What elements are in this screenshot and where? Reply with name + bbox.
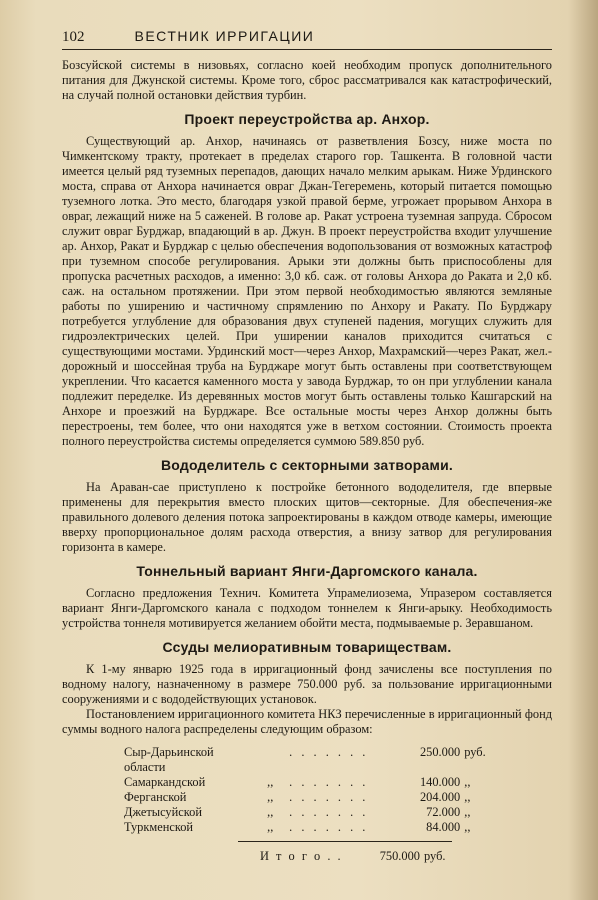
unit: ,, <box>464 775 471 789</box>
amount: 140.000 <box>419 775 461 789</box>
total-row <box>260 849 552 864</box>
leader-dots: . . . . . . . <box>289 820 369 834</box>
unit: ,, <box>464 820 471 834</box>
region-name: Ферганской <box>124 790 187 804</box>
leader-dots: . . . . . . . <box>289 775 369 789</box>
ditto-mark: ,, <box>267 820 274 834</box>
intro-paragraph: Бозсуйской системы в низовьях, согласно коей необходим пропуск дополнительного питания для Джунской системы. Кроме того, сброс рассматривался как катастрофический, на случай полной остановки действия турбин. <box>62 58 552 102</box>
leader-dots: . . . . . . . <box>289 745 369 759</box>
region-name: Самаркандской <box>124 775 206 789</box>
section-text-tunnel-variant: Согласно предложения Технич. Комитета Упрамелиозема, Упразером составляется вариант Янги-Даргомского канала с подходом тоннелем к Янги-арыку. Необходимость устройства тоннеля мотивируется желанием обойти места, подмываемые р. Зеравшаном. <box>62 586 552 630</box>
section-text-ankhor: Существующий ар. Анхор, начинаясь от разветвления Бозсу, ниже моста по Чимкентскому тракту, протекает в пределах старого гор. Ташкента. В головной части имеется целый ряд туземных перепадов, дающих начало мелким арыкам. Ниже Урдинского моста, справа от Анхора начинается овраг Джан-Тегеремень, который питается помощью туземного лотка. Это место, благодаря узкой правой берме, угрожает прорывом Анхора в овраг, лежащий ниже на 5 саженей. В голове ар. Ракат устроена туземная запруда. Сбросом служит овраг Бурджар, впадающий в ар. Джун. В проект переустройства входит улучшение ар. Анхор, Ракат и Бурджар с целью обеспечения водопользования от возможных катастроф при туземном способе регулирования. Арыки эти должны быть приспособлены для пропуска расчетных расходов, а именно: 3,0 кб. саж. от головы Анхора до Раката и 2,0 кб. саж. на остальном протяжении. При этом первой необходимостью являются земляные работы по уширению и частичному спрямлению по Анхору и Ракату. По Бурджару потребуется углубление для образования двух ступеней падения, могущих служить для гидроэлектрических целей. При уширении каналов приходится считаться с существующими мостами. Урдинский мост—через Анхор, Махрамский—через Ракат, жел.-дорожный и шоссейная труба на Бурджаре могут быть оставлены при соответствующем укреплении. Что касается каменного моста у завода Бурджар, то он при углублении канала подлежит переделке. Из деревянных мостов могут быть оставлены только Кашгарский на Анхоре и проезжий на Бурджаре. Все остальные мосты через Анхор должны быть перестроены, тем более, что они находятся уже в ветхом состоянии. Стоимость проекта полного переустройства системы определяется суммою 589.850 руб. <box>62 134 552 448</box>
total-rule <box>238 841 452 842</box>
distribution-row <box>124 820 504 835</box>
amount: 250.000 <box>419 745 461 759</box>
section-title-loans: Ссуды мелиоративным товариществам. <box>162 639 452 655</box>
unit: ,, <box>464 790 471 804</box>
amount: 72.000 <box>426 805 461 819</box>
total-label: И т о г о . . <box>260 849 343 863</box>
journal-title: ВЕСТНИК ИРРИГАЦИИ <box>134 28 315 44</box>
section-text-loans: К 1-му январю 1925 года в ирригационный фонд зачислены все поступления по водному налогу, назначенному в размере 750.000 руб. за пользование ирригационными сооружениями и с вододействующих установок. <box>62 662 552 706</box>
total-amount: 750.000 <box>379 849 420 863</box>
ditto-mark <box>251 745 289 775</box>
section-title-water-divider: Вододелитель с секторными затворами. <box>160 457 453 473</box>
distribution-row <box>124 775 504 790</box>
section-text-water-divider: На Араван-сае приступлено к постройке бетонного вододелителя, где впервые применены для перекрытия вместо плоских щитов—секторные. Для обеспечения-же правильного долевого деления потока запроектированы в каждом отводе камеры, имеющие вверху пропорциональное долям расхода отверстия, а внизу затвор для регулирования горизонта в камере. <box>62 480 552 554</box>
ditto-mark: ,, <box>267 805 274 819</box>
leader-dots: . . . . . . . <box>289 790 369 804</box>
distribution-table <box>124 745 504 835</box>
page-header <box>62 28 552 50</box>
distribution-row <box>124 805 504 820</box>
region-name: Джетысуйской <box>124 805 202 819</box>
section-title-tunnel-variant: Тоннельный вариант Янги-Даргомского канала. <box>136 563 478 579</box>
unit: руб. <box>464 745 486 759</box>
distribution-intro: Постановлением ирригационного комитета НКЗ перечисленные в ирригационный фонд суммы водного налога распределены следующим образом: <box>62 707 552 736</box>
ditto-mark: ,, <box>267 775 274 789</box>
amount: 84.000 <box>426 820 461 834</box>
region-name: Сыр-Дарьинской области <box>124 745 214 774</box>
amount: 204.000 <box>419 790 461 804</box>
region-name: Туркменской <box>124 820 194 834</box>
section-title-ankhor: Проект переустройства ар. Анхор. <box>184 111 430 127</box>
unit: ,, <box>464 805 471 819</box>
leader-dots: . . . . . . . <box>289 805 369 819</box>
distribution-row <box>124 790 504 805</box>
ditto-mark: ,, <box>267 790 274 804</box>
page-number: 102 <box>62 29 85 45</box>
distribution-row <box>124 745 504 775</box>
total-unit: руб. <box>424 849 446 863</box>
